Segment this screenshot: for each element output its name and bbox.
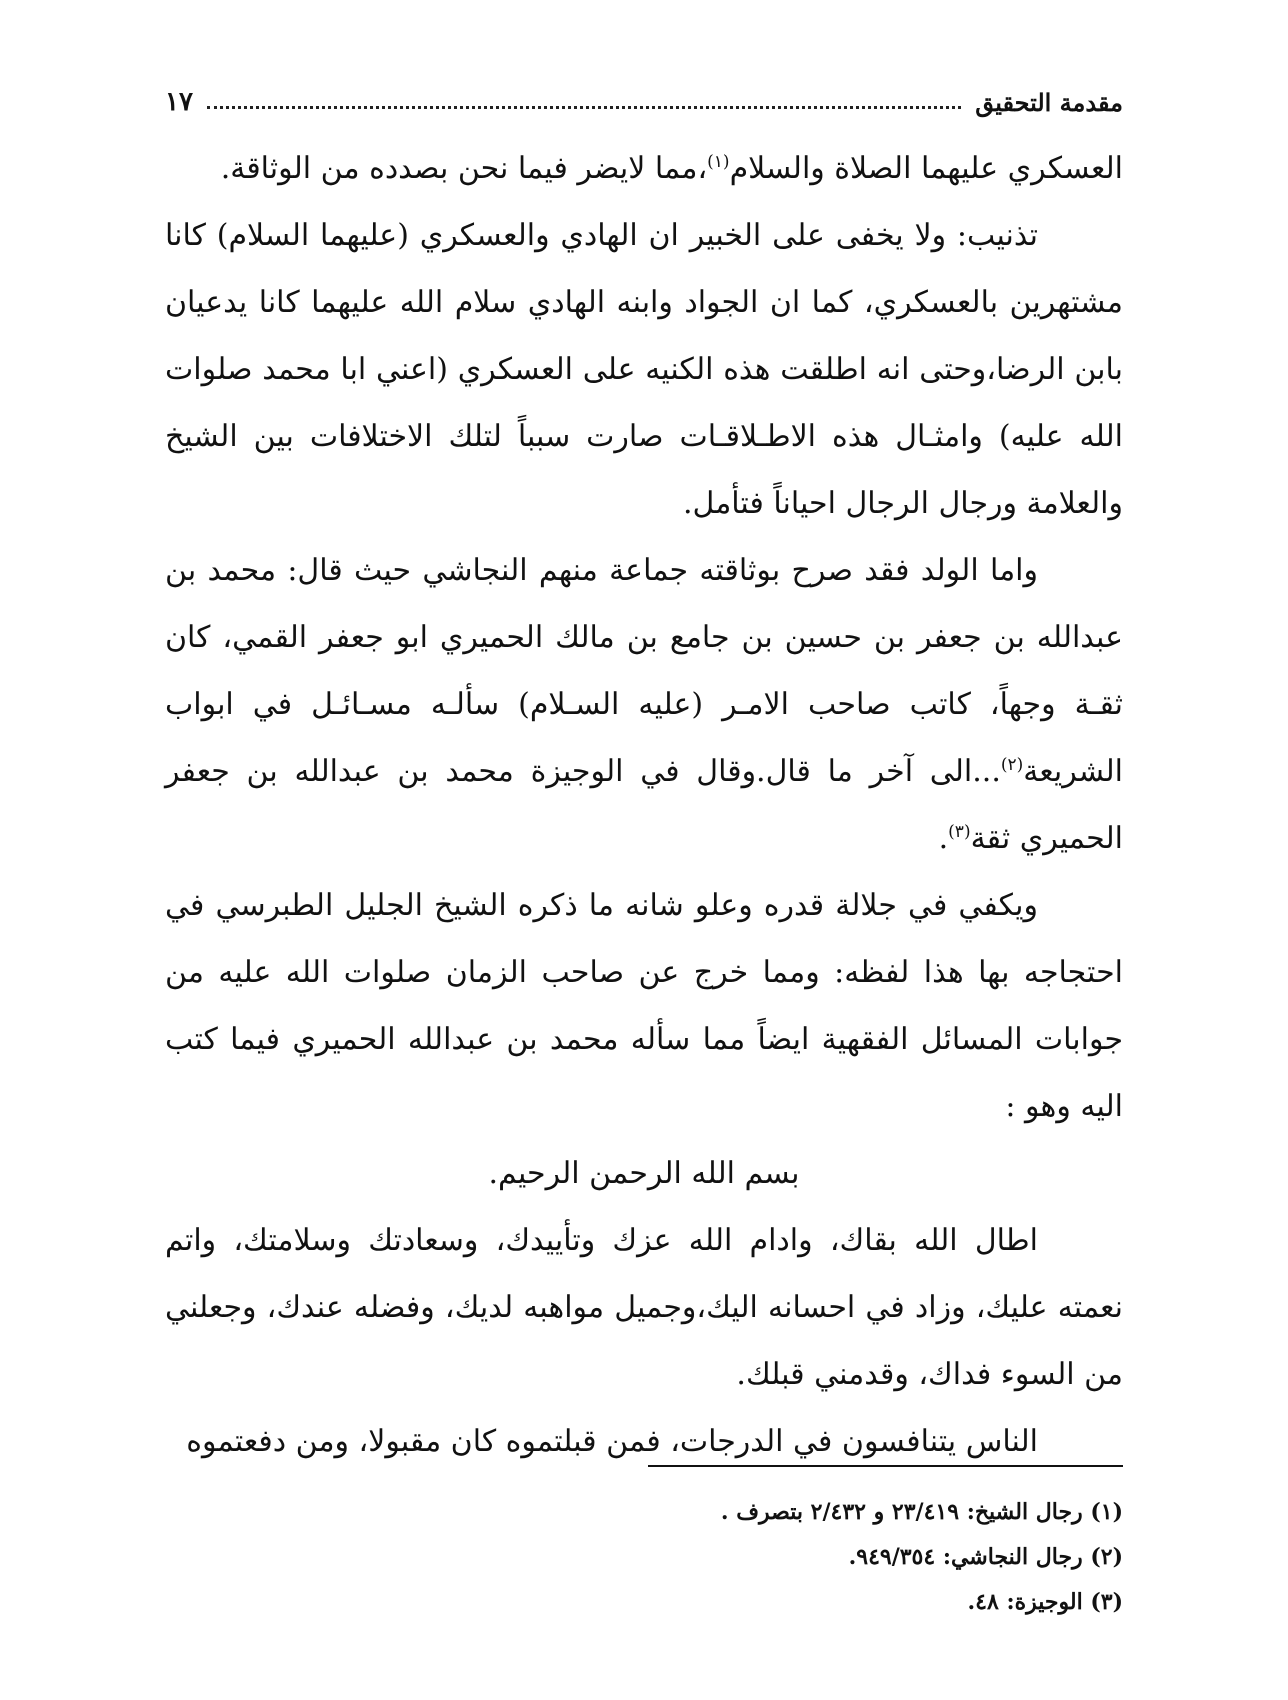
running-header (165, 82, 1123, 122)
paragraph-3-text-c: . (938, 821, 949, 856)
footnote-ref-2: (٢) (1000, 755, 1024, 775)
footnote-1: (١) رجال الشيخ: ٢٣/٤١٩ و ٢/٤٣٢ بتصرف . (720, 1499, 1123, 1525)
running-title: مقدمة التحقيق (975, 87, 1123, 117)
paragraph-1-text-end: ،مما لايضر فيما نحن بصدده من الوثاقة. (220, 151, 708, 186)
basmala: بسم الله الرحمن الرحيم. (488, 1156, 800, 1191)
leader-dots (207, 106, 961, 109)
body-text (165, 135, 1123, 1475)
page-number: ١٧ (165, 87, 193, 117)
paragraph-1 (165, 135, 1123, 202)
paragraph-3-text-a: واما الولد فقد صرح بوثاقته جماعة منهم النجاشي حيث قال: محمد بن عبدالله بن جعفر بن حسين بن جامع بن مالك الحميري ابو جعفر القمي، كان ثقـة وجهاً، كاتب صاحب الامـر (عليه السـلام) سألـه مسـائـل في ابواب الشريعة (165, 553, 1123, 789)
book-page (165, 60, 1123, 1660)
footnote-2: (٢) رجال النجاشي: ٩٤٩/٣٥٤. (848, 1544, 1123, 1570)
footnote-ref-1: (١) (707, 152, 730, 172)
paragraph-6: الناس يتنافسون في الدرجات، فمن قبلتموه كان مقبولا، ومن دفعتموه (186, 1424, 1038, 1459)
paragraph-4: ويكفي في جلالة قدره وعلو شانه ما ذكره الشيخ الجليل الطبرسي في احتجاجه بها هذا لفظه: ومما خرج عن صاحب الزمان صلوات الله عليه من جوابات المسائل الفقهية ايضاً مما سأله محمد بن عبدالله الحميري فيما كتب اليه وهو : (165, 888, 1123, 1124)
paragraph-5: اطال الله بقاك، وادام الله عزك وتأييدك، وسعادتك وسلامتك، واتم نعمته عليك، وزاد في احسانه اليك،وجميل مواهبه لديك، وفضله عندك، وجعلني من السوء فداك، وقدمني قبلك. (165, 1223, 1123, 1392)
footnotes (165, 1490, 1123, 1625)
footnote-separator (648, 1465, 1123, 1467)
footnote-ref-3: (٣) (948, 822, 971, 842)
footnote-3: (٣) الوجيزة: ٤٨. (967, 1589, 1123, 1615)
paragraph-2: تذنيب: ولا يخفى على الخبير ان الهادي والعسكري (عليهما السلام) كانا مشتهرين بالعسكري، كما ان الجواد وابنه الهادي سلام الله عليهما كانا يدعيان بابن الرضا،وحتى انه اطلقت هذه الكنيه على العسكري (اعني ابا محمد صلوات الله عليه) وامثـال هذه الاطـلاقـات صارت سبباً لتلك الاختلافات بين الشيخ والعلامة ورجال الرجال احياناً فتأمل. (165, 218, 1123, 521)
paragraph-3 (165, 537, 1123, 872)
paragraph-1-text: العسكري عليهما الصلاة والسلام (729, 151, 1123, 186)
paragraph-3-text-b: ...الى آخر ما قال.وقال في الوجيزة محمد بن عبدالله بن جعفر الحميري ثقة (165, 754, 1123, 856)
